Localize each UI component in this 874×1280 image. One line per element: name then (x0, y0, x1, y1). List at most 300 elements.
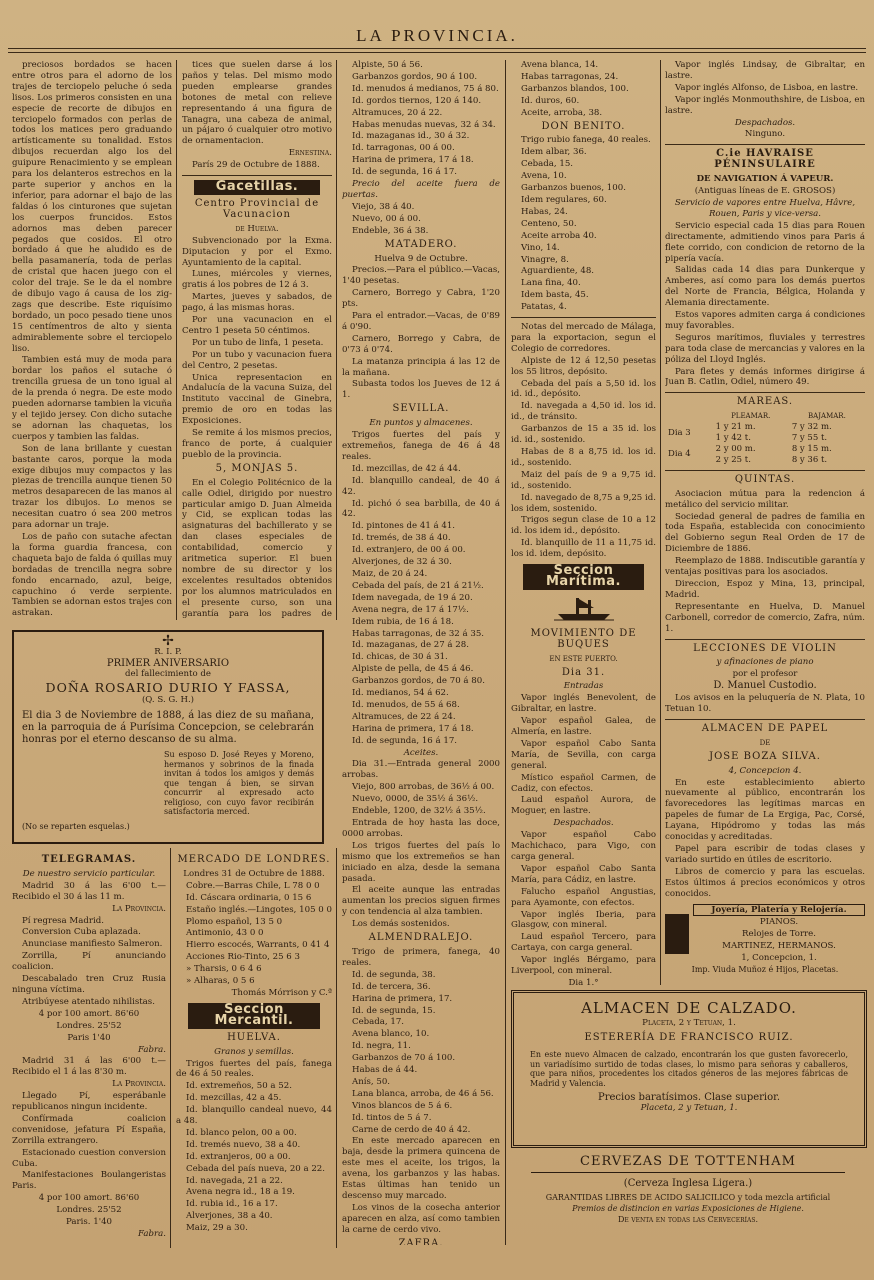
price-line: Precios.—Para el público.—Vacas, 1'40 pesetas. (342, 265, 500, 287)
price-line: Thomás Mórrison y C.ª (231, 987, 332, 998)
paragraph: Id. navegada a 4,50 id. los id. id., de tránsito. (511, 401, 656, 423)
tele-line: Zorrilla, Pí anunciando coalicion. (12, 951, 166, 973)
tide-value: 1 y 21 m. (715, 422, 756, 433)
joyeria-ad (665, 904, 865, 966)
paragraph: Asociacion mútua para la redencion á metálico del servicio militar. (665, 488, 865, 510)
price-line: Los demás sostenidos. (352, 919, 450, 930)
calzado-name: ESTERERÍA DE FRANCISCO RUIZ. (584, 1032, 794, 1043)
table-cell: Dia 3 (668, 427, 691, 438)
price-line: En puntos y almacenes. (369, 418, 473, 429)
paragraph: tices que suelen darse á los paños y telas. Del mismo modo pueden emplearse grandes botones de metal con relieve representando á una figura de Tanagra, una cabeza de animal, un pájaro ó cualquier otro motivo de ornamentacion. (182, 60, 332, 147)
price-line: Idem regulares, 60. (521, 194, 607, 205)
col-divider (176, 60, 177, 620)
paragraph: Seguros marítimos, fluviales y terrestres para toda clase de mercancias y valores en la póliza del Lloyd Inglés. (665, 332, 865, 365)
price-line: Id. extremeños, 50 a 52. (186, 1081, 292, 1092)
price-line: Garbanzos gordos, de 70 á 80. (352, 676, 485, 687)
price-line: Id. mezcillas, de 42 á 44. (352, 463, 461, 474)
paragraph: Garbanzos de 15 a 35 id. los id. id., sostenido. (511, 424, 656, 446)
paragraph: Representante en Huelva, D. Manuel Carbonell, corredor de comercio, Zafra, núm. 1. (665, 601, 865, 634)
calzado-precios: Precios baratísimos. Clase superior. (598, 1092, 780, 1104)
divider (531, 1172, 845, 1173)
huelva-sub: Granos y semillas. (214, 1046, 294, 1057)
table-cell (789, 444, 865, 466)
price-line: Idem basta, 45. (521, 290, 589, 301)
price-line: Lana blanca, arroba, de 46 á 56. (352, 1088, 494, 1099)
price-line: Habas menudas nuevas, 32 á 34. (352, 119, 496, 130)
divider (511, 317, 656, 318)
price-line: Id. pintones de 41 á 41. (352, 521, 456, 532)
tele-line: Anunciase manifiesto Salmeron. (22, 939, 163, 950)
tide-value: 7 y 32 m. (791, 422, 832, 433)
price-line: Id. negra, 11. (352, 1041, 411, 1052)
benito-title: DON BENITO. (541, 120, 626, 132)
rip-qsgh: (Q. S. G. H.) (141, 695, 195, 705)
clock-icon (665, 914, 689, 954)
tele-line: La Provincia. (112, 903, 166, 914)
table-row (665, 444, 865, 466)
table-header: BAJAMAR. (808, 412, 846, 421)
tele-line: Fabra. (138, 1044, 166, 1055)
table-cell: Dia 4 (668, 449, 691, 460)
price-line: Idem rubia, de 16 á 18. (352, 616, 454, 627)
price-line: Acciones Rio-Tinto, 25 6 3 (186, 952, 300, 963)
price-line: Precio del aceite fuera de puertas. (342, 179, 500, 200)
ship-entry: Vapor español Galea, de Almería, en lastre. (511, 716, 656, 738)
entradas-label: Entradas (563, 681, 604, 692)
price-line: Harina de primera, 17. (352, 993, 453, 1004)
price-line: » Tharsis, 0 6 4 6 (186, 964, 262, 975)
dia31: Dia 31. (561, 666, 606, 678)
price-line: Trigo rubio fanega, 40 reales. (521, 135, 651, 146)
divider (182, 175, 332, 176)
paragraph: Papel para escribir de todas clases y variado surtido en útiles de escritorio. (665, 844, 865, 865)
paragraph: preciosos bordados se hacen entre otros para el adorno de los trajes de terciopelo peluche ó seda lisos. Los primeros consisten en una especie de recorte de dibujos en terciopelo formados con perlas de todos los matices pero graduando artísticamente su tonalidad. Estos dibujos recuerdan algo los del guipure Renacimiento y se emplean para los delanteros estrechos en la parte superior y anchos en la inferior, para adornar el bajo de las faldas ó los cinturones que sujetan los cuerpos fruncidos. Estos adornos mas deben parecer pegados que cosidos. El otro bordado á que he aludido es de bella pasamanería, toda de perlas de cristal que hacen juego con el color del traje. Se le da el nombre de dibujo vago á causa de los zig-zags que describe. Este riquísimo bordado, un poco pesado tiene unos 15 centímentros de alto y sienta admirablemente sobre el terciopelo liso. (12, 60, 172, 354)
fashion-article-col1 (12, 60, 172, 620)
tele-line: Llegado Pí, esperábanle republicanos ningun incidente. (12, 1091, 166, 1113)
price-line: Id. Cáscara ordinaria, 0 15 6 (186, 892, 312, 903)
ship-entry: Vapor inglés Bérgamo, para Liverpool, con mineral. (511, 955, 656, 977)
price-line: Cebada, 15. (521, 159, 574, 170)
price-line: Aceite arroba 40. (521, 230, 597, 241)
price-line: Harina de primera, 17 á 18. (352, 723, 474, 734)
zafra-title: ZAFRA. (398, 1237, 444, 1245)
ship-entry: Falucho español Angustias, para Ayamonte, con efectos. (511, 886, 656, 908)
col4 (511, 60, 656, 985)
price-line: Id. chicas, de 30 á 31. (352, 652, 448, 663)
top-rule (8, 48, 866, 49)
price-list (342, 60, 500, 237)
telegramas (12, 852, 166, 1252)
joyeria-name: MARTINEZ, HERMANOS. (722, 941, 836, 952)
paragraph: Trigos segun clase de 10 a 12 id. los idem id., depósito. (511, 515, 656, 537)
col3-markets (342, 60, 500, 1245)
price-line: Id. rubia id., 16 a 17. (186, 1199, 278, 1210)
paragraph: Id. blanquillo de 11 a 11,75 id. los id. idem, depósito. (511, 538, 656, 560)
price-line: Maiz, 29 a 30. (186, 1223, 248, 1234)
paragraph: Subvencionado por la Exma. Diputacion y por el Exmo. Ayuntamiento de la capital. (182, 235, 332, 268)
price-line: Huelva 9 de Octubre. (374, 253, 468, 264)
price-line: Garbanzos gordos, 90 á 100. (352, 71, 478, 82)
ship-entry: Vapor inglés Monmouthshire, de Lisboa, en lastre. (665, 94, 865, 116)
papel-de: DE (759, 738, 771, 747)
paragraph: Martes, jueves y sabados, de pago, á las mismas horas. (182, 292, 332, 314)
paragraph: Reemplazo de 1888. Indiscutible garantía y ventajas positivas para los asociados. (665, 556, 865, 578)
ship-entry: Vapor inglés Lindsay, de Gibraltar, en lastre. (665, 60, 865, 81)
section-maritima: Seccion Marítima. (523, 564, 644, 590)
cervezas-line2: Premios de distincion en varias Exposiciones de Higiene. (572, 1204, 804, 1213)
col-divider (660, 60, 661, 985)
cervezas-line3: De venta en todas las Cervecerías. (617, 1215, 759, 1224)
ship-entry: Laud español Aurora, de Moguer, en lastre. (511, 795, 656, 817)
joyeria-text (693, 904, 865, 966)
table-cell (713, 444, 789, 466)
price-line: Id. de tercera, 36. (352, 981, 431, 992)
price-line: Dia 31.—Entrada general 2000 arrobas. (342, 759, 500, 781)
price-line: Cebada del país nueva, 20 a 22. (186, 1163, 326, 1174)
paragraph: Habas de 8 a 8,75 id. los id. id., sostenido. (511, 447, 656, 468)
havraise-sub: DE NAVIGATION Á VAPEUR. (696, 174, 834, 185)
price-line: Endeble, 36 á 38. (352, 225, 429, 236)
tele-line: La Provincia. (112, 1079, 166, 1090)
dateline: París 29 de Octubre de 1888. (192, 160, 320, 171)
havraise-title: C.ie HAVRAISE PÉNINSULAIRE (714, 148, 816, 171)
price-line: Avena, 10. (521, 171, 567, 182)
paragraph: Por un tubo de linfa, 1 peseta. (192, 337, 324, 348)
cervezas-line1: GARANTIDAS LIBRES DE ACIDO SALICILICO y toda mezcla artificial (545, 1193, 831, 1202)
top-rule-2 (8, 52, 866, 53)
calzado-addr2: Placeta, 2 y Tetuan, 1. (640, 1103, 738, 1114)
price-line: Id. menudos á medianos, 75 á 80. (352, 83, 499, 94)
joyeria-relojes: Relojes de Torre. (742, 929, 816, 940)
price-line: Antimonio, 43 0 0 (186, 928, 264, 939)
price-line: Vinos blancos de 5 á 6. (352, 1100, 453, 1111)
rip-anniv: PRIMER ANIVERSARIO (106, 658, 230, 669)
price-line: Aguardiente, 48. (521, 266, 595, 277)
price-line: Habas de á 44. (352, 1065, 418, 1076)
violin-title: LECCIONES DE VIOLIN (693, 642, 837, 654)
price-line: Id. pichó ó sea barbilla, de 40 á 42. (342, 498, 500, 520)
ship-entry: Vapor español Cabo Santa María, de Sevilla, con carga general. (511, 738, 656, 771)
despachados-label: Despachados. (734, 117, 796, 128)
paragraph: Por un tubo y vacunacion fuera del Centro, 2 pesetas. (182, 349, 332, 371)
paragraph: Estos vapores admiten carga á condiciones muy favorables. (665, 310, 865, 331)
rip-fallec: del fallecimiento de (125, 669, 211, 679)
col-divider (505, 60, 506, 1245)
tele-line: Estacionado cuestion conversion Cuba. (12, 1147, 166, 1169)
rip-note: (No se reparten esquelas.) (22, 821, 130, 831)
tele-line: 4 por 100 amort. 86'60 (38, 1193, 140, 1204)
paragraph: Salidas cada 14 dias para Dunkerque y Amberes, así como para los demás puertos del Norte de Francia, Bélgica, Holanda y Alemania directamente. (665, 265, 865, 309)
joyeria-title: Joyería, Platería y Relojería. (693, 904, 865, 917)
price-line: Alverjones, de 32 á 30. (352, 557, 452, 568)
ship-entry: Místico español Carmen, de Cadiz, con efectos. (511, 772, 656, 794)
tele-line: 4 por 100 amort. 86'60 (38, 1008, 140, 1019)
paragraph: Sociedad general de padres de familia en toda España, establecida con conocimiento del Gobierno segun Real Orden de 17 de Diciembre de 1886. (665, 511, 865, 555)
col-divider (336, 60, 337, 620)
price-line: Id. de segunda, 16 á 17. (352, 735, 458, 746)
tele-line: Manifestaciones Boulangeristas Paris. (12, 1170, 166, 1192)
price-line: Carne de cerdo de 40 á 42. (352, 1124, 471, 1135)
price-line: Estaño inglés.—Lingotes, 105 0 0 (186, 904, 332, 915)
tele-line: Londres. 25'52 (56, 1205, 122, 1216)
table-row (665, 411, 865, 422)
price-line: Id. de segunda, 15. (352, 1005, 436, 1016)
rip-notice (12, 630, 324, 844)
price-line: Vinagre, 8. (521, 254, 569, 265)
price-line: Cobre.—Barras Chile, L 78 0 0 (186, 880, 320, 891)
price-line: En este mercado aparecen en baja, desde la primera quincena de este mes el aceite, los trigos, la avena, los garbanzos y las habas. Estas últimas han tenido un descenso muy marcado. (342, 1136, 500, 1201)
price-line: Lana fina, 40. (521, 278, 581, 289)
cross-icon: ✢ (162, 633, 174, 649)
tide-table (665, 411, 865, 466)
joyeria-addr: 1, Concepcion, 1. (741, 953, 817, 964)
price-line: Trigos fuertes del país, fanega de 46 á 50 reales. (176, 1058, 332, 1080)
col-divider (336, 848, 337, 1248)
price-line: Carnero, Borrego y Cabra, 1'20 pts. (342, 288, 500, 310)
col2 (182, 60, 332, 620)
tele-line: Conversion Cuba aplazada. (22, 927, 141, 938)
price-line: Habas tarragonas, de 32 á 35. (352, 628, 485, 639)
price-line: Los trigos fuertes del país lo mismo que los extremeños se han iniciado en alza, desde la semana pasada. (342, 840, 500, 884)
price-line: Id. tintos de 5 á 7. (352, 1112, 432, 1123)
tele-line: Madrid 31 á las 6'00 t.—Recibido el 1 á las 8'30 m. (12, 1056, 166, 1078)
tele-line: Pí regresa Madrid. (22, 915, 104, 926)
tide-value: 2 y 00 m. (715, 444, 756, 454)
tide-value: 8 y 36 t. (791, 454, 828, 465)
price-line: Id. menudos, de 55 á 68. (352, 699, 460, 710)
rip-name: DOÑA ROSARIO DURIO Y FASSA, (45, 680, 291, 695)
telegramas-title: TELEGRAMAS. (41, 854, 137, 865)
calzado-addr: Placeta, 2 y Tetuan, 1. (642, 1018, 736, 1028)
rip-label: R. I. P. (154, 647, 182, 657)
signature: Ernestina. (288, 148, 332, 159)
price-line: Patatas, 4. (521, 302, 567, 313)
vacuna-subtitle: de Huelva. (235, 223, 279, 234)
paragraph: Se remite á los mismos precios, franco de porte, á cualquier pueblo de la provincia. (182, 428, 332, 460)
matadero-title: MATADERO. (384, 238, 458, 250)
table-cell (789, 422, 865, 444)
price-line: Garbanzos de 70 á 100. (352, 1053, 456, 1064)
price-line: Nuevo, 0000, de 35½ á 36½. (352, 794, 479, 805)
price-line: Habas tarragonas, 24. (521, 71, 619, 82)
ship-entry: Vapor inglés Iberia, para Glasgow, con mineral. (511, 909, 656, 931)
imprenta: Imp. Viuda Muñoz é Hijos, Placetas. (691, 965, 839, 975)
violin-name: D. Manuel Custodio. (713, 680, 817, 692)
price-line: Id. tremés nuevo, 38 a 40. (186, 1139, 301, 1150)
paragraph: Maiz del país de 9 a 9,75 id. id., sostenido. (511, 469, 656, 491)
address: 5, MONJAS 5. (215, 462, 299, 474)
quintas-title: QUINTAS. (734, 473, 796, 485)
huelva-title: HUELVA. (227, 1031, 281, 1043)
almendralejo-title: ALMENDRALEJO. (368, 932, 474, 944)
joyeria-pianos: PIANOS. (759, 917, 799, 928)
price-line: Viejo, 38 á 40. (352, 201, 415, 212)
price-line: Id. duros, 60. (521, 95, 580, 106)
tele-line: Atribúyese atentado nihilistas. (22, 996, 155, 1007)
price-line: Para el entrador.—Vacas, de 0'89 á 0'90. (342, 311, 500, 332)
divider (665, 144, 865, 145)
price-line: Harina de primera, 17 á 18. (352, 155, 474, 166)
dia1: Dia 1.° (568, 977, 599, 985)
divider (665, 639, 865, 640)
tele-line: Londres. 25'52 (56, 1020, 122, 1031)
papel-title: ALMACEN DE PAPEL (701, 722, 829, 734)
table-cell (665, 411, 713, 422)
price-line: Anís, 50. (352, 1076, 391, 1087)
table-row (665, 422, 865, 444)
price-line: Alpiste de pella, de 45 á 46. (352, 664, 474, 675)
price-line: Nuevo, 00 á 00. (352, 213, 421, 224)
price-line: Id. mazaganas, de 27 á 28. (352, 640, 469, 651)
tele-line: Paris. 1'40 (65, 1217, 112, 1228)
section-mercantil: Seccion Mercantil. (188, 1003, 320, 1029)
price-line: Altramuces, 20 á 22. (352, 107, 443, 118)
price-line: Id. tarragonas, 00 á 00. (352, 143, 455, 154)
price-line: Avena negra id., 18 a 19. (186, 1187, 295, 1198)
paragraph: Cebada del país a 5,50 id. los id. id., depósito. (511, 378, 656, 400)
price-line: Viejo, 800 arrobas, de 36½ á 00. (352, 782, 495, 793)
ship-entry: Vapor español Cabo Machichaco, para Vigo, con carga general. (511, 830, 656, 862)
rip-line2: Su esposo D. José Reyes y Moreno, hermanos y sobrinos de la finada invitan á todos los amigos y demás que tengan á bien, se sirvan concurrir al expresado acto religioso, con cuyo favor recibirán satisfactoria merced. (164, 750, 314, 816)
price-line: Garbanzos buenos, 100. (521, 183, 626, 194)
price-line: Id. blanco pelon, 00 a 00. (186, 1127, 297, 1138)
despachados-label: Despachados. (553, 818, 614, 829)
price-line: Id. de segunda, 38. (352, 969, 436, 980)
paragraph: Lunes, miércoles y viernes, gratis á los pobres de 12 á 3. (182, 269, 332, 291)
price-line: Alpiste, 50 á 56. (352, 60, 423, 70)
telegramas-sub: De nuestro servicio particular. (22, 868, 156, 879)
paragraph: Id. navegado de 8,75 a 9,25 id. los idem, sostenido. (511, 492, 656, 514)
col-divider (170, 848, 171, 1248)
movimiento-title: MOVIMIENTO DE BUQUES (530, 627, 637, 650)
tide-value: 2 y 25 t. (715, 454, 751, 465)
price-line: Habas, 24. (521, 206, 568, 217)
mareas-title: MAREAS. (736, 396, 794, 408)
price-line: Entrada de hoy hasta las doce, 0000 arrobas. (342, 818, 500, 839)
price-line: Carnero, Borrego y Cabra, de 0'73 á 0'74. (342, 333, 500, 355)
paragraph: Direccion, Espoz y Mina, 13, principal, Madrid. (665, 578, 865, 600)
paragraph: Servicio especial cada 15 dias para Rouen directamente, admitiendo vinos para Paris á flete corrido, con condicion de retorno de la pipería vacía. (665, 220, 865, 264)
violin-sub: y afinaciones de piano (716, 657, 814, 668)
tele-line: Paris 1'40 (67, 1032, 111, 1043)
price-line: Cebada, 17. (352, 1017, 405, 1028)
paragraph: Los de paño con sutache afectan la forma guardia francesa, con chaqueta bajo de falda ó quillas muy bordadas de trencilla negra sobre fondo encarnado, azul, beige, capuchino ó verde serpiente. Tambien se adornan estos trajes con astrakan. (12, 531, 172, 619)
paragraph: Tambien está muy de moda para bordar los paños el sutache ó trencilla gruesa de un tono igual al de la prenda ó negra. De este modo pueden adornarse tambien la vicuña y el tejido jersey. Con dicho sutache se adornan las chaquetas, los cuerpos y tambien las faldas. (12, 355, 172, 442)
paragraph: En este establecimiento abierto nuevamente al público, encontrarán los favorecedores las legítimas marcas en papeles de fumar de La Ergiga, Pac, Corsé, Layana, Hipódromo y todas las más conocidas y acreditadas. (665, 777, 865, 843)
divider (665, 392, 865, 393)
rip-line1: El dia 3 de Noviembre de 1888, á las diez de su mañana, en la parroquia de á Purísima Concepcion, se celebrarán honras por el eterno descanso de su alma. (22, 710, 314, 745)
price-line: Subasta todos los Jueves de 12 á 1. (342, 379, 500, 401)
paragraph: Por una vacunacion en el Centro 1 peseta 50 céntimos. (182, 315, 332, 336)
ship-icon (511, 594, 656, 626)
tide-value: 1 y 42 t. (715, 433, 751, 444)
price-line: Los vinos de la cosecha anterior aparecen en alza, así como tambien la carne de cerdo vivo. (342, 1202, 500, 1235)
price-line: Id. tremés, de 38 á 40. (352, 533, 451, 544)
divider (665, 470, 865, 471)
price-line: El aceite aunque las entradas aumentan los precios siguen firmes y con tendencia al alza tambien. (342, 885, 500, 918)
price-line: Id. de segunda, 16 á 17. (352, 167, 458, 178)
paragraph: Unica representacion en Andalucía de la vacuna Suiza, del Instituto vaccinal de Ginebra, premio de oro en todas las Exposiciones. (182, 372, 332, 427)
paragraph: Notas del mercado de Málaga, para la exportacion, segun el Colegio de corredores. (511, 322, 656, 354)
divider (665, 719, 865, 720)
cervezas-sub: (Cerveza Inglesa Ligera.) (623, 1178, 753, 1189)
ninguno: Ninguno. (744, 129, 786, 140)
page-title: LA PROVINCIA. (356, 26, 518, 45)
price-line: Aceite, arroba, 38. (521, 107, 603, 118)
ship-entry: Vapor inglés Alfonso, de Lisboa, en lastre. (675, 82, 859, 93)
tele-line: Madrid 30 á las 6'00 t.—Recibido el 30 á las 11 m. (12, 880, 166, 902)
table-header: PLEAMAR. (731, 412, 771, 421)
section-gacetillas: Gacetillas. (194, 180, 320, 195)
vacuna-title: Centro Provincial de Vacunacion (194, 197, 320, 220)
price-line: Alverjones, 38 a 40. (186, 1211, 273, 1222)
sevilla-title: SEVILLA. (392, 403, 450, 415)
price-line: Id. medianos, 54 á 62. (352, 688, 449, 699)
price-line: Avena blanco, 10. (352, 1029, 430, 1040)
calzado-ad (511, 990, 867, 1148)
paragraph: Libros de comercio y para las escuelas. Estos últimos á precios económicos y otros conocidos. (665, 866, 865, 899)
havraise-line: Servicio de vapores entre Huelva, Hâvre, Rouen, Paris y vice-versa. (674, 197, 856, 219)
londres-date: Londres 31 de Octubre de 1888. (183, 868, 325, 879)
paragraph: Alpiste de 12 á 12,50 pesetas los 55 litros, depósito. (511, 355, 656, 377)
price-line: Id. blanquillo candeal, de 40 á 42. (342, 475, 500, 497)
papel-name: JOSE BOZA SILVA. (709, 750, 821, 762)
price-line: Cebada del país, de 21 á 21½. (352, 580, 484, 591)
price-line: Altramuces, de 22 á 24. (352, 711, 456, 722)
paragraph: Para fletes y demás informes dirigirse á Juan B. Catlin, Odiel, número 49. (665, 366, 865, 388)
masthead (0, 18, 874, 48)
paragraph: Los avisos en la peluquería de N. Plata, 10 Tetuan 10. (665, 693, 865, 715)
price-line: Idem navegada, de 19 á 20. (352, 592, 473, 603)
tide-value: 7 y 55 t. (791, 433, 828, 444)
price-line: Id. blanquillo candeal nuevo, 44 a 48. (176, 1105, 332, 1127)
price-line: Garbanzos blandos, 100. (521, 83, 629, 94)
price-line: Id. extranjeros, 00 a 00. (186, 1151, 291, 1162)
londres-mercantil (176, 852, 332, 1252)
price-line: Id. extranjero, de 00 á 00. (352, 545, 466, 556)
price-line: Trigos fuertes del país y extremeños, fanega de 46 á 48 reales. (342, 430, 500, 462)
price-line: Vino, 14. (521, 242, 560, 253)
tele-line: Descabalado tren Cruz Rusia ninguna víctima. (12, 974, 166, 995)
price-line: La matanza principia á las 12 de la mañana. (342, 356, 500, 378)
movimiento-sub: EN ESTE PUERTO. (549, 654, 618, 663)
price-line: Id. mezcillas, 42 a 45. (186, 1093, 282, 1104)
price-line: Aceites. (403, 747, 439, 758)
price-line: Centeno, 50. (521, 218, 577, 229)
tele-line: Fabra. (138, 1229, 166, 1239)
price-line: Maiz, de 20 á 24. (352, 568, 428, 579)
price-line: Plomo español, 13 5 0 (186, 916, 283, 927)
tele-line: Confírmada coalicion convenidose, jefatura Pí España, Zorrilla extrangero. (12, 1113, 166, 1146)
price-line: Hierro escocés, Warrants, 0 41 4 (186, 940, 330, 951)
price-line: Endeble, 1200, de 32½ á 35½. (352, 806, 486, 817)
tide-value: 8 y 15 m. (791, 444, 832, 454)
price-line: Idem albar, 36. (521, 147, 587, 158)
violin-by: por el profesor (732, 669, 798, 680)
col5 (665, 60, 865, 985)
table-cell (713, 422, 789, 444)
havraise-line: (Antiguas líneas de E. GROSOS) (694, 186, 836, 197)
price-line: Id. navegada, 21 a 22. (186, 1175, 283, 1186)
price-line: Id. gordos tiernos, 120 á 140. (352, 95, 482, 106)
cervezas-title: CERVEZAS DE TOTTENHAM (580, 1154, 796, 1169)
ship-entry: Laud español Tercero, para Cartaya, con carga general. (511, 932, 656, 954)
price-line: Trigo de primera, fanega, 40 reales. (342, 946, 500, 968)
ship-entry: Vapor inglés Benevolent, de Gibraltar, en lastre. (511, 693, 656, 715)
londres-title: MERCADO DE LONDRES. (177, 854, 331, 865)
ship-entry: Vapor español Cabo Santa María, para Cádiz, en lastre. (511, 863, 656, 885)
price-line: Id. mazaganas id., 30 á 32. (352, 131, 470, 142)
